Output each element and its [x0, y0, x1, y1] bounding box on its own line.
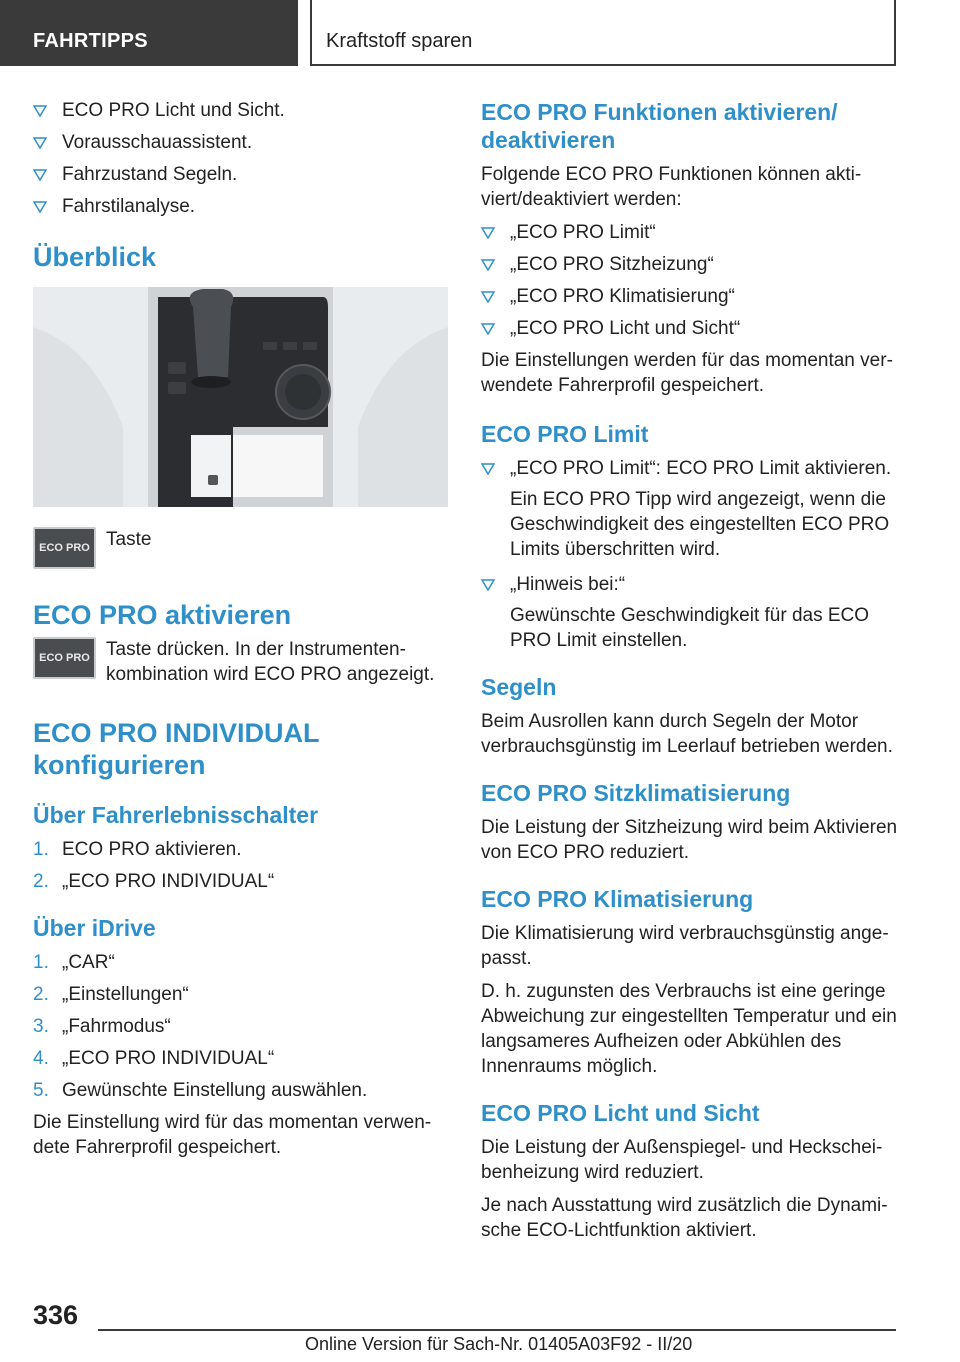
sail-heading: Segeln [481, 674, 557, 700]
key-caption-row [33, 527, 448, 569]
light-text-2: Je nach Ausstattung wird zusätzlich die Dynamische ECO-Lichtfunktion aktiviert. [481, 1195, 888, 1241]
list-item: 2. „ECO PRO INDIVIDUAL“ [33, 871, 275, 892]
idrive-heading: Über iDrive [33, 915, 156, 941]
limit-heading: ECO PRO Limit [481, 421, 649, 447]
seat-text: Die Leistung der Sitzheizung wird beim Aktivieren von ECO PRO reduziert. [481, 817, 898, 863]
eco-pro-key-icon: ECO PRO [33, 637, 96, 679]
limit-item2-detail: Gewünschte Geschwindigkeit für das ECO PRO Limit einstellen. [510, 605, 870, 651]
center-console-image [33, 287, 448, 507]
idrive-steps [33, 950, 448, 1103]
light-heading: ECO PRO Licht und Sicht [481, 1100, 760, 1126]
page-number: 336 [33, 1300, 79, 1330]
triangle-bullet-icon [481, 291, 495, 303]
functions-heading: ECO PRO Funktionen aktivieren/ deaktivieren [481, 99, 838, 153]
list-item: 1. „CAR“ [33, 952, 115, 973]
list-item: 5. Gewünschte Einstellung auswählen. [33, 1080, 368, 1101]
list-item: 1. ECO PRO aktivieren. [33, 839, 242, 860]
triangle-bullet-icon [481, 323, 495, 335]
topic-title: Kraftstoff sparen [310, 0, 896, 66]
list-item: „Hinweis bei:“ Gewünschte Geschwindigkeit für das ECO PRO Limit einstellen. [481, 572, 901, 653]
list-item: Vorausschauassistent. [33, 130, 448, 155]
functions-saved-text: Die Einstellungen werden für das momentan verwendete Fahrerprofil gespeichert. [481, 350, 893, 396]
switch-heading: Über Fahrerlebnisschalter [33, 802, 319, 828]
light-text-1: Die Leistung der Außenspiegel- und Heckscheibenheizung wird reduziert. [481, 1137, 883, 1183]
triangle-bullet-icon [33, 105, 47, 117]
list-item: ECO PRO Licht und Sicht. [33, 98, 448, 123]
functions-list [481, 220, 901, 341]
list-item: „ECO PRO Limit“ [481, 220, 901, 245]
triangle-bullet-icon [481, 463, 495, 475]
console-illustration-icon [33, 287, 448, 507]
activate-heading: ECO PRO aktivieren [33, 600, 292, 630]
intro-bullet-list [33, 98, 448, 219]
climate-text-2: D. h. zugunsten des Verbrauchs ist eine geringe Abweichung zur eingestellten Temperatur und ein langsameres Aufheizen oder Abkühlen des Innenraums möglich. [481, 981, 897, 1077]
limit-item1-detail: Ein ECO PRO Tipp wird angezeigt, wenn die Geschwindigkeit des eingestellten ECO PRO Limits überschritten wird. [510, 489, 890, 560]
list-item: „ECO PRO Sitzheizung“ [481, 252, 901, 277]
sail-text: Beim Ausrollen kann durch Segeln der Motor verbrauchsgünstig im Leerlauf betrieben werden. [481, 711, 893, 757]
triangle-bullet-icon [33, 137, 47, 149]
overview-heading: Überblick [33, 242, 157, 272]
footer-note: Online Version für Sach-Nr. 01405A03F92 - II/20 [305, 1334, 693, 1354]
eco-pro-key-icon: ECO PRO [33, 527, 96, 569]
saved-text: Die Einstellung wird für das momentan verwendete Fahrerprofil gespeichert. [33, 1112, 432, 1158]
triangle-bullet-icon [33, 201, 47, 213]
key-caption: Taste [106, 529, 152, 550]
list-item: 4. „ECO PRO INDIVIDUAL“ [33, 1048, 275, 1069]
climate-text-1: Die Klimatisierung wird verbrauchsgünstig angepasst. [481, 923, 889, 969]
individual-heading: ECO PRO INDIVIDUAL konfigurieren [33, 718, 320, 780]
triangle-bullet-icon [481, 259, 495, 271]
list-item: „ECO PRO Licht und Sicht“ [481, 316, 901, 341]
right-column [481, 98, 901, 1243]
section-title: FAHRTIPPS [0, 0, 298, 66]
seat-heading: ECO PRO Sitzklimatisierung [481, 780, 791, 806]
list-item: „ECO PRO Klimatisierung“ [481, 284, 901, 309]
footer-divider [98, 1329, 896, 1331]
climate-heading: ECO PRO Klimatisierung [481, 886, 754, 912]
activate-row [33, 637, 448, 687]
triangle-bullet-icon [33, 169, 47, 181]
limit-list [481, 456, 901, 653]
list-item: „ECO PRO Limit“: ECO PRO Limit aktivieren. Ein ECO PRO Tipp wird angezeigt, wenn die Geschwindigkeit des eingestellten ECO PRO Limits überschritten wird. [481, 456, 901, 562]
page-header [0, 0, 960, 66]
left-column [33, 98, 448, 1160]
switch-steps [33, 837, 448, 894]
functions-intro: Folgende ECO PRO Funktionen können aktiviert/deaktiviert werden: [481, 164, 862, 210]
list-item: Fahrstilanalyse. [33, 194, 448, 219]
triangle-bullet-icon [481, 227, 495, 239]
list-item: 3. „Fahrmodus“ [33, 1016, 171, 1037]
list-item: 2. „Einstellungen“ [33, 984, 189, 1005]
triangle-bullet-icon [481, 579, 495, 591]
activate-text: Taste drücken. In der Instrumentenkombination wird ECO PRO angezeigt. [106, 639, 435, 685]
list-item: Fahrzustand Segeln. [33, 162, 448, 187]
